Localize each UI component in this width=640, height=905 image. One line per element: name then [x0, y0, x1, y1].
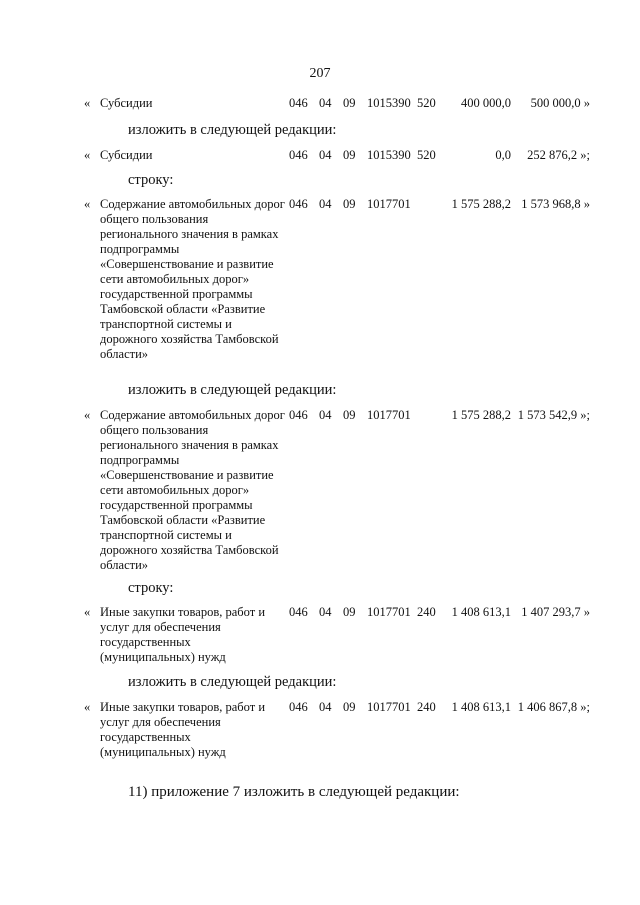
page-number: 207 [309, 66, 331, 81]
code-section: 04 [319, 700, 332, 714]
code-ministry: 046 [289, 605, 308, 619]
amount-2: 1 573 968,8 » [521, 197, 590, 211]
instruction-edit: изложить в следующей редакции: [128, 382, 337, 398]
open-quote: « [84, 96, 91, 110]
row-name: Иные закупки товаров, работ и услуг для обеспечения государственных (муниципальных) нужд [100, 605, 266, 664]
code-subsection: 09 [343, 197, 356, 211]
code-section: 04 [319, 605, 332, 619]
code-subsection: 09 [343, 605, 356, 619]
amount-1: 1 408 613,1 [451, 605, 511, 619]
code-expense-type: 520 [417, 148, 436, 162]
code-ministry: 046 [289, 700, 308, 714]
code-target: 1017701 [367, 700, 411, 714]
code-target: 1015390 [367, 148, 411, 162]
code-subsection: 09 [343, 408, 356, 422]
row-name: Содержание автомобильных дорог общего пользования регионального значения в рамках подпрограммы «Совершенствование и развитие сети автомобильных дорог» государственной программы Тамбовской области «Развитие транспортной системы и дорожного хозяйства Тамбовской области» [100, 197, 285, 361]
code-ministry: 046 [289, 148, 308, 162]
row-name: Субсидии [100, 148, 153, 162]
code-subsection: 09 [343, 148, 356, 162]
amount-2: 1 407 293,7 » [521, 605, 590, 619]
open-quote: « [84, 148, 91, 162]
open-quote: « [84, 408, 91, 422]
code-ministry: 046 [289, 408, 308, 422]
amount-2: 252 876,2 »; [527, 148, 590, 162]
open-quote: « [84, 700, 91, 714]
amount-2: 1 573 542,9 »; [517, 408, 590, 422]
code-target: 1017701 [367, 605, 411, 619]
open-quote: « [84, 605, 91, 619]
open-quote: « [84, 197, 91, 211]
amount-1: 400 000,0 [461, 96, 511, 110]
code-expense-type: 520 [417, 96, 436, 110]
code-target: 1017701 [367, 408, 411, 422]
amount-2: 500 000,0 » [530, 96, 590, 110]
amount-1: 0,0 [495, 148, 511, 162]
instruction-line: строку: [128, 580, 174, 596]
instruction-edit: изложить в следующей редакции: [128, 122, 337, 138]
code-ministry: 046 [289, 197, 308, 211]
row-name: Содержание автомобильных дорог общего пользования регионального значения в рамках подпрограммы «Совершенствование и развитие сети автомобильных дорог» государственной программы Тамбовской области «Развитие транспортной системы и дорожного хозяйства Тамбовской области» [100, 408, 285, 572]
code-target: 1017701 [367, 197, 411, 211]
code-section: 04 [319, 148, 332, 162]
code-subsection: 09 [343, 700, 356, 714]
code-target: 1015390 [367, 96, 411, 110]
amount-1: 1 575 288,2 [451, 408, 511, 422]
code-ministry: 046 [289, 96, 308, 110]
code-section: 04 [319, 197, 332, 211]
code-expense-type: 240 [417, 700, 436, 714]
instruction-edit: изложить в следующей редакции: [128, 674, 337, 690]
code-subsection: 09 [343, 96, 356, 110]
code-section: 04 [319, 96, 332, 110]
appendix-instruction: 11) приложение 7 изложить в следующей редакции: [128, 784, 460, 800]
amount-1: 1 408 613,1 [451, 700, 511, 714]
code-expense-type: 240 [417, 605, 436, 619]
code-section: 04 [319, 408, 332, 422]
instruction-line: строку: [128, 172, 174, 188]
row-name: Иные закупки товаров, работ и услуг для обеспечения государственных (муниципальных) нужд [100, 700, 266, 759]
row-name: Субсидии [100, 96, 153, 110]
amount-1: 1 575 288,2 [451, 197, 511, 211]
amount-2: 1 406 867,8 »; [517, 700, 590, 714]
